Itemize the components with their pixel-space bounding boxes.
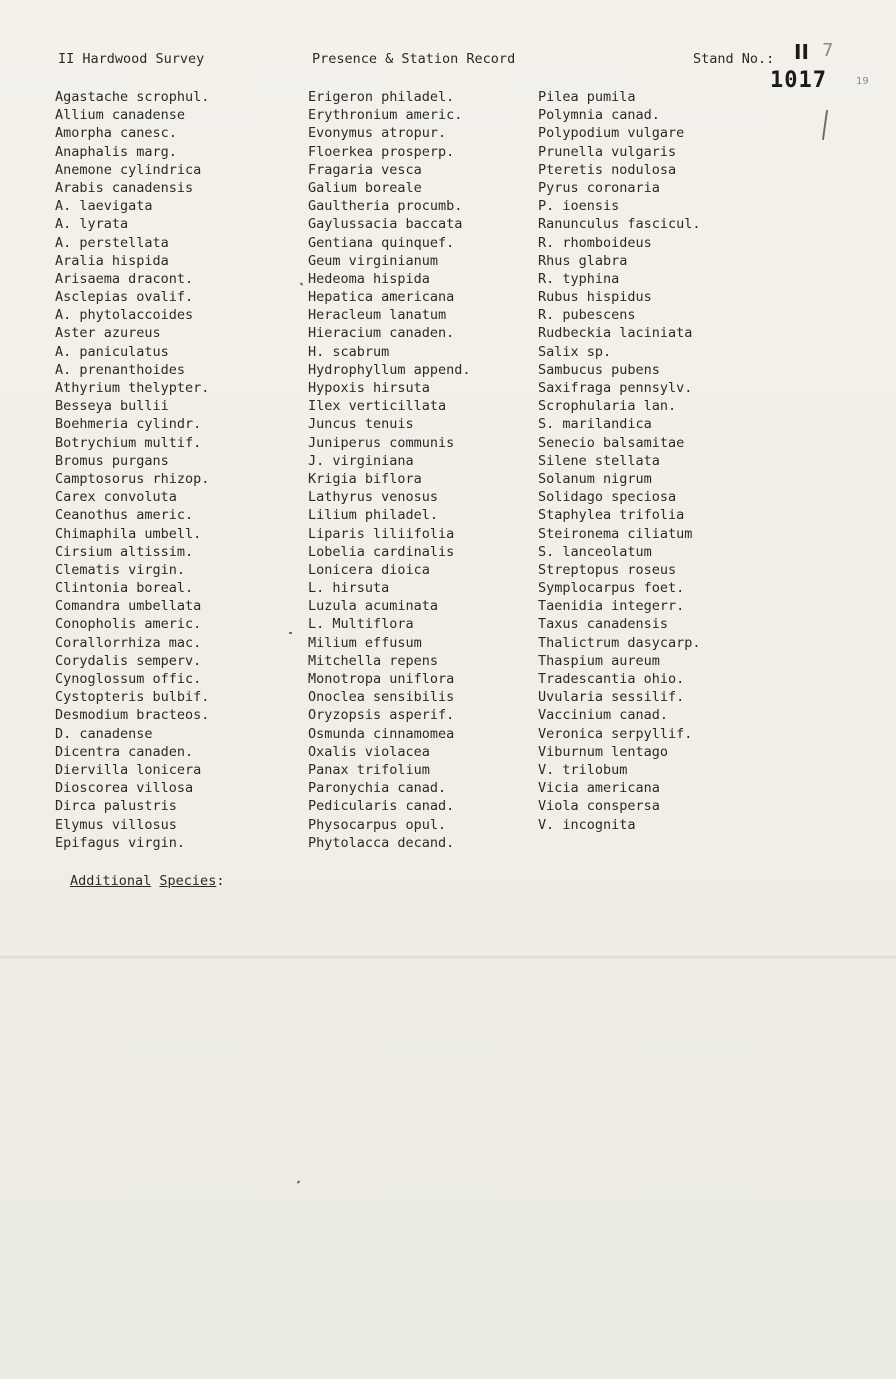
species-entry: A. lyrata	[55, 216, 129, 233]
species-entry: Sambucus pubens	[538, 361, 660, 378]
species-entry: Cystopteris bulbif.	[55, 689, 210, 706]
species-word: Species	[159, 873, 217, 889]
species-entry: A. laevigata	[55, 198, 153, 215]
species-column-1	[55, 88, 209, 852]
species-entry: Corallorrhiza mac.	[55, 634, 202, 651]
species-entry: Besseya bullii	[55, 398, 169, 415]
species-entry: Gentiana quinquef.	[308, 234, 455, 251]
species-entry: Gaultheria procumb.	[308, 198, 463, 215]
species-entry: Floerkea prosperp.	[308, 143, 455, 160]
species-entry: Pilea pumila	[538, 89, 636, 105]
ink-speck	[297, 1180, 301, 1183]
species-entry: Veronica serpyllif.	[538, 725, 693, 742]
species-entry: Scrophularia lan.	[538, 398, 677, 415]
species-entry: Anemone cylindrica	[55, 161, 202, 178]
species-entry: Hedeoma hispida	[308, 270, 430, 287]
species-entry: Streptopus roseus	[538, 561, 677, 578]
species-entry: Elymus villosus	[55, 816, 177, 833]
pencil-tick-mark	[822, 110, 828, 140]
species-entry: Heracleum lanatum	[308, 307, 447, 324]
species-entry: Solidago speciosa	[538, 489, 677, 506]
ink-speck	[300, 282, 304, 285]
stand-number-stamp: 1017	[770, 68, 827, 93]
species-entry: Chimaphila umbell.	[55, 525, 202, 542]
species-entry: Lilium philadel.	[308, 507, 439, 524]
species-column-2	[308, 88, 471, 852]
species-entry: Erigeron philadel.	[308, 89, 455, 105]
species-entry: Arisaema dracont.	[55, 270, 194, 287]
species-entry: Hypoxis hirsuta	[308, 380, 430, 396]
species-entry: Cynoglossum offic.	[55, 671, 202, 687]
species-entry: Mitchella repens	[308, 652, 439, 669]
species-entry: J. virginiana	[308, 452, 414, 469]
species-entry: Anaphalis marg.	[55, 143, 177, 160]
species-entry: A. prenanthoides	[55, 361, 186, 378]
species-entry: Paronychia canad.	[308, 780, 447, 797]
species-entry: Bromus purgans	[55, 452, 169, 469]
species-entry: A. perstellata	[55, 234, 169, 251]
species-entry: Thalictrum dasycarp.	[538, 634, 701, 651]
species-entry: Osmunda cinnamomea	[308, 725, 455, 742]
species-entry: Silene stellata	[538, 452, 660, 469]
species-entry: Oryzopsis asperif.	[308, 707, 455, 724]
species-entry: Hepatica americana	[308, 289, 455, 306]
species-entry: Dioscorea villosa	[55, 780, 194, 797]
species-entry: Arabis canadensis	[55, 179, 194, 196]
species-entry: Erythronium americ.	[308, 107, 463, 124]
species-entry: Galium boreale	[308, 179, 422, 196]
species-entry: V. trilobum	[538, 761, 628, 778]
species-entry: Phytolacca decand.	[308, 834, 455, 851]
paper-fold-line	[0, 955, 896, 959]
species-entry: Comandra umbellata	[55, 598, 202, 615]
species-entry: Panax trifolium	[308, 761, 430, 778]
record-title: Presence & Station Record	[312, 51, 516, 67]
species-entry: Thaspium aureum	[538, 652, 660, 669]
species-entry: Agastache scrophul.	[55, 89, 210, 105]
species-entry: Asclepias ovalif.	[55, 289, 194, 306]
species-entry: Vaccinium canad.	[538, 707, 669, 724]
species-entry: Luzula acuminata	[308, 598, 439, 615]
species-entry: L. Multiflora	[308, 616, 414, 633]
species-entry: Physocarpus opul.	[308, 816, 447, 833]
species-entry: Lobelia cardinalis	[308, 543, 455, 560]
species-entry: Polypodium vulgare	[538, 125, 685, 142]
species-entry: Diervilla lonicera	[55, 761, 202, 778]
species-entry: H. scabrum	[308, 343, 390, 360]
species-entry: Polymnia canad.	[538, 107, 660, 124]
species-entry: Dicentra canaden.	[55, 743, 194, 760]
species-entry: Clematis virgin.	[55, 561, 186, 578]
species-entry: A. paniculatus	[55, 343, 169, 360]
species-entry: Carex convoluta	[55, 489, 177, 506]
species-entry: Cirsium altissim.	[55, 543, 194, 560]
survey-title: II Hardwood Survey	[58, 51, 205, 67]
species-entry: Fragaria vesca	[308, 161, 422, 178]
species-entry: Juncus tenuis	[308, 416, 414, 433]
species-entry: Conopholis americ.	[55, 616, 202, 633]
species-entry: Aralia hispida	[55, 252, 169, 269]
species-entry: Lonicera dioica	[308, 561, 430, 578]
species-entry: Botrychium multif.	[55, 434, 202, 451]
stand-number-pencil-note: 19	[856, 76, 869, 87]
species-entry: Camptosorus rhizop.	[55, 470, 210, 487]
species-entry: Krigia biflora	[308, 470, 422, 487]
species-entry: Steironema ciliatum	[538, 525, 693, 542]
species-entry: Tradescantia ohio.	[538, 671, 685, 687]
stand-number-label: Stand No.:	[693, 51, 775, 67]
species-entry: Geum virginianum	[308, 252, 439, 269]
species-entry: Onoclea sensibilis	[308, 689, 455, 706]
species-entry: Liparis liliifolia	[308, 525, 455, 542]
species-entry: Solanum nigrum	[538, 470, 652, 487]
species-entry: Clintonia boreal.	[55, 580, 194, 597]
species-entry: Hieracium canaden.	[308, 325, 455, 342]
additional-word: Additional	[70, 873, 152, 889]
species-entry: Corydalis semperv.	[55, 652, 202, 669]
species-entry: Desmodium bracteos.	[55, 707, 210, 724]
species-entry: Amorpha canesc.	[55, 125, 177, 142]
species-entry: S. marilandica	[538, 416, 652, 433]
species-entry: Viburnum lentago	[538, 743, 669, 760]
species-entry: Aster azureus	[55, 325, 161, 342]
species-entry: Rhus glabra	[538, 252, 628, 269]
species-entry: Monotropa uniflora	[308, 671, 455, 687]
species-entry: Milium effusum	[308, 634, 422, 651]
species-entry: V. incognita	[538, 816, 636, 833]
species-entry: Rubus hispidus	[538, 289, 652, 306]
species-entry: Epifagus virgin.	[55, 834, 186, 851]
species-entry: R. typhina	[538, 270, 620, 287]
species-entry: S. lanceolatum	[538, 543, 652, 560]
species-entry: Allium canadense	[55, 107, 186, 124]
stand-stamp-pencil: 7	[822, 40, 834, 61]
species-entry: Taxus canadensis	[538, 616, 669, 633]
species-entry: Staphylea trifolia	[538, 507, 685, 524]
species-entry: D. canadense	[55, 725, 153, 742]
species-entry: Dirca palustris	[55, 798, 177, 815]
additional-species-heading	[70, 873, 224, 889]
species-entry: Symplocarpus foet.	[538, 580, 685, 597]
species-column-3	[538, 88, 701, 834]
ink-speck	[289, 632, 292, 634]
species-entry: P. ioensis	[538, 198, 620, 215]
species-entry: R. pubescens	[538, 307, 636, 324]
species-entry: Vicia americana	[538, 780, 660, 797]
species-entry: Hydrophyllum append.	[308, 361, 471, 378]
species-entry: Pedicularis canad.	[308, 798, 455, 815]
species-entry: Pteretis nodulosa	[538, 161, 677, 178]
species-entry: Evonymus atropur.	[308, 125, 447, 142]
species-entry: Ilex verticillata	[308, 398, 447, 415]
species-entry: Uvularia sessilif.	[538, 689, 685, 706]
species-entry: Viola conspersa	[538, 798, 660, 815]
species-entry: Prunella vulgaris	[538, 143, 677, 160]
species-entry: Salix sp.	[538, 343, 612, 360]
heading-colon: :	[216, 873, 225, 889]
species-entry: Senecio balsamitae	[538, 434, 685, 451]
species-entry: Ranunculus fascicul.	[538, 216, 701, 233]
species-entry: Rudbeckia laciniata	[538, 325, 693, 342]
species-entry: Lathyrus venosus	[308, 489, 439, 506]
species-entry: L. hirsuta	[308, 580, 390, 597]
species-entry: Gaylussacia baccata	[308, 216, 463, 233]
species-entry: A. phytolaccoides	[55, 307, 194, 324]
species-entry: Juniperus communis	[308, 434, 455, 451]
species-entry: R. rhomboideus	[538, 234, 652, 251]
species-entry: Ceanothus americ.	[55, 507, 194, 524]
species-entry: Boehmeria cylindr.	[55, 416, 202, 433]
species-entry: Saxifraga pennsylv.	[538, 380, 693, 396]
species-entry: Athyrium thelypter.	[55, 380, 210, 396]
species-entry: Oxalis violacea	[308, 743, 430, 760]
species-entry: Pyrus coronaria	[538, 179, 660, 196]
species-entry: Taenidia integerr.	[538, 598, 685, 615]
stand-stamp-typed: II	[794, 40, 809, 64]
